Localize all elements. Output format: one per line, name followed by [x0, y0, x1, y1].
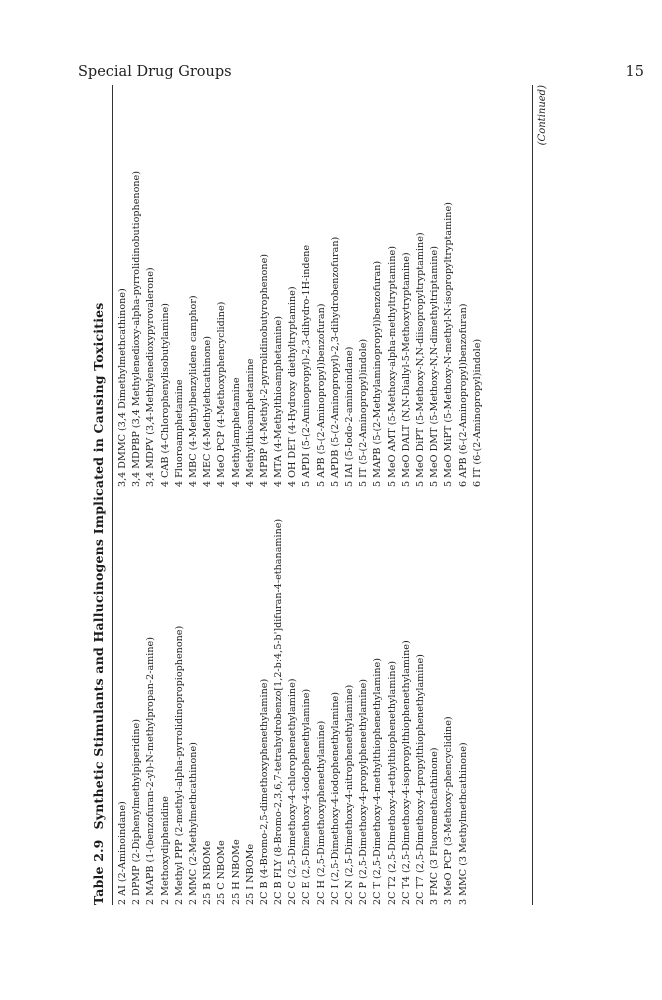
table-cell: 2C B FLY (8-Bromo-2,3,6,7-tetrahydrobenzo[1,2-b:4,5-b']difuran-4-ethanamine): [273, 518, 285, 905]
table-cell: 2 MAPB (1-(benzofuran-2-yl)-N-methylpropan-2-amine): [145, 637, 157, 905]
table-cell: 2 Methoxydiphenidine: [159, 796, 171, 905]
table-cell: 5 APDI (5-(2-Aminopropyl)-2,3-dihydro-1H-indene: [301, 244, 313, 487]
table-cell: 2C E (2,5-Dimethoxy-4-iodophenethylamine): [301, 688, 313, 905]
table-cell: 2C B (4-Bromo-2,5-dimethoxyphenethylamine): [258, 678, 270, 905]
table-cell: 4 MeO PCP (4-Methoxyphencyclidine): [216, 301, 228, 487]
table-cell: 2 DPMP (2-Diphenylmethylpiperidine): [131, 719, 143, 905]
table-cell: 2C T (2,5-Dimethoxy-4-methylthiophenethylamine): [372, 658, 384, 905]
table-cell: 2C I (2,5-Dimethoxy-4-iodophenethylamine): [329, 692, 341, 905]
table-cell: 25 B NBOMe: [202, 840, 214, 905]
rotated-table: [91, 85, 561, 905]
table-left-column: [116, 519, 471, 905]
continued-label: (Continued): [537, 85, 548, 146]
table-cell: 5 MeO MiPT (5-Methoxy-N-methyl-N-isopropyltryptamine): [443, 202, 455, 487]
table-cell: 2C H (2,5-Dimethoxyphenethylamine): [315, 720, 327, 905]
table-cell: 5 MeO DMT (5-Methoxy-N,N-dimethyltriptamine): [429, 246, 441, 487]
table-cell: 5 IT (5-(2-Aminopropyl)indole): [358, 338, 370, 487]
table-top-rule: [112, 85, 113, 905]
page-number: 15: [625, 64, 644, 80]
table-bottom-rule: [532, 85, 533, 905]
table-cell: 4 MPBP (4-Methyl-2-pyrrolidinobutyrophenone): [258, 253, 270, 487]
table-cell: 5 MeO DALT (N,N-Diallyl-5-Methoxytryptamine): [400, 252, 412, 487]
table-cell: 4 MEC (4-Methylethcathinone): [202, 336, 214, 487]
table-cell: 2 Methyl PPP (2-methyl-alpha-pyrrolidinopropiophenone): [173, 625, 185, 905]
table-label: Table 2.9: [91, 839, 106, 905]
table-cell: 25 H NBOMe: [230, 839, 242, 905]
table-cell: 2C P (2,5-Dimethoxy-4-propylphenethylamine): [358, 679, 370, 905]
table-cell: 5 MeO AMT (5-Methoxy-alpha-methyltryptamine): [386, 246, 398, 487]
table-cell: 2 MMC (2-Methylmethcathinone): [187, 742, 199, 905]
table-cell: 2C T7 (2,5-Dimethoxy-4-propylthiophenethylamine): [414, 654, 426, 905]
table-cell: 6 IT (6-(2-Aminopropyl)indole): [471, 338, 483, 487]
table-cell: 4 Fluoroamphetamine: [173, 379, 185, 487]
table-cell: 2 AI (2-Aminoindane): [117, 801, 128, 905]
table-cell: 3,4 MDPBP (3,4 Methylenedioxy-alpha-pyrrolidinobutiophenone): [131, 171, 143, 487]
table-right-column: [116, 171, 485, 487]
table-cell: 3 MMC (3 Methylmethcathinone): [457, 742, 469, 905]
table-cell: 2C T2 (2,5-Dimethoxy-4-ethylthiophenethylamine): [386, 661, 398, 905]
table-caption: [91, 302, 106, 905]
table-cell: 2C C (2,5-Dimethoxy-4-chlorophenethylamine): [287, 678, 299, 905]
table-cell: 5 MeO DiPT (5-Methoxy-N,N-diisopropyltryptamine): [414, 232, 426, 487]
table-cell: 5 APDB (5-(2-Aminopropyl)-2,3-dihydrobenzofuran): [329, 236, 341, 487]
table-cell: 3 FMC (3 Fluoromethcathinone): [429, 747, 441, 905]
section-title: Special Drug Groups: [78, 64, 232, 80]
table-cell: 4 Methylamphetamine: [230, 377, 242, 487]
table-cell: 3,4 MDPV (3,4-Methylenedioxypyrovalerone): [145, 267, 157, 487]
table-cell: 6 APB (6-(2-Aminopropyl)benzofuran): [457, 303, 469, 487]
table-cell: 4 Methylthioamphetamine: [244, 358, 256, 487]
table-cell: 25 I NBOMe: [244, 843, 256, 905]
table-cell: 4 OH DET (4-Hydroxy diethyltryptamine): [287, 286, 299, 487]
table-cell: 25 C NBOMe: [216, 840, 228, 905]
table-cell: 3,4 DMMC (3,4 Dimethylmethcathinone): [117, 288, 128, 487]
table-cell: 5 APB (5-(2-Aminopropyl)benzofuran): [315, 303, 327, 487]
table-title: Synthetic Stimulants and Hallucinogens Implicated in Causing Toxicities: [91, 302, 106, 830]
table-cell: 2C N (2,5-Dimethoxy-4-nitrophenethylamine): [344, 684, 355, 905]
table-cell: 3 MeO PCP (3-Methoxy-phencyclidine): [443, 716, 455, 905]
table-cell: 4 CAB (4-Chlorophenylisobutylamine): [159, 303, 171, 487]
table-cell: 4 MBC (4-Methylbenzylidene camphor): [187, 295, 199, 487]
running-head: [78, 64, 644, 80]
table-cell: 5 MAPB (5-(2-Methylaminopropyl)benzofuran): [372, 260, 384, 487]
table-cell: 4 MTA (4-Methylthioamphetamine): [273, 316, 285, 487]
table-cell: 5 IAI (5-Iodo-2-aminoindane): [344, 346, 355, 487]
table-cell: 2C T4 (2,5-Dimethoxy-4-isopropylthiophenethylamine): [400, 640, 412, 905]
